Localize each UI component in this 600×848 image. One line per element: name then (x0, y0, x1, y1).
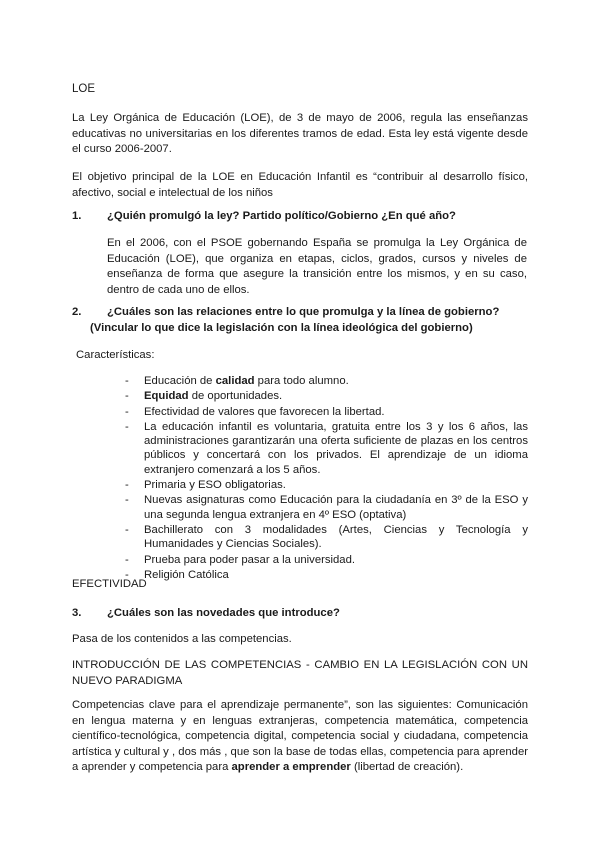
question-2-number: 2. (72, 306, 82, 318)
list-item: - La educación infantil es voluntaria, gratuita entre los 3 y los 6 años, las administraciones garantizarán una oferta suficiente de plazas en los centros públicos y concertará con los privados. El aprendizaje de un idioma extranjero comenzará a los 5 años. (125, 420, 528, 476)
question-2-subtext: (Vincular lo que dice la legislación con la línea ideológica del gobierno) (90, 322, 473, 334)
answer-1: En el 2006, con el PSOE gobernando España se promulga la Ley Orgánica de Educación (LOE), que organiza en etapas, ciclos, grados, cursos y niveles de enseñanza de forma que asegure la transición entre los mismos, y en su caso, dentro de cada uno de ellos. (107, 237, 527, 296)
objective-paragraph: El objetivo principal de la LOE en Educación Infantil es “contribuir al desarrollo físico, afectivo, social e intelectual de los niños (72, 171, 528, 199)
question-3-number: 3. (72, 607, 82, 619)
efectividad-label: EFECTIVIDAD (72, 578, 147, 590)
list-item: - Bachillerato con 3 modalidades (Artes, Ciencias y Tecnología y Humanidades y Ciencias Sociales). (125, 523, 528, 551)
list-item: - Religión Católica (125, 568, 229, 581)
caracteristicas-label: Características: (76, 349, 155, 361)
list-item: - Educación de calidad para todo alumno. (125, 375, 349, 387)
intro-paragraph: La Ley Orgánica de Educación (LOE), de 3 de mayo de 2006, regula las enseñanzas educativas no universitarias en los diferentes tramos de edad. Esta ley está vigente desde el curso 2006-2007. (72, 112, 528, 155)
question-2-text: ¿Cuáles son las relaciones entre lo que promulga y la línea de gobierno? (107, 306, 500, 318)
paradigma-heading: INTRODUCCIÓN DE LAS COMPETENCIAS - CAMBIO EN LA LEGISLACIÓN CON UN NUEVO PARADIGMA (72, 659, 528, 687)
list-item: - Efectividad de valores que favorecen la libertad. (125, 405, 385, 418)
list-item: - Nuevas asignaturas como Educación para la ciudadanía en 3º de la ESO y una segunda lengua extranjera en 4º ESO (optativa) (125, 494, 528, 521)
competencias-paragraph: Pasa de los contenidos a las competencias. (72, 633, 292, 645)
doc-title: LOE (72, 83, 96, 95)
list-item: - Equidad de oportunidades. (125, 390, 283, 403)
competencias-clave-paragraph: Competencias clave para el aprendizaje permanente”, son las siguientes: Comunicación en lengua materna y en lenguas extranjeras, competencia matemática, competencia científico-tecnológica, competencia digital, competencia social y ciudadana, competencia artística y cultural y , dos más , que son la base de todas ellas, competencia para aprender a aprender y competencia para aprender a emprender (libertad de creación). (72, 699, 528, 773)
list-item: - Prueba para poder pasar a la universidad. (125, 553, 356, 566)
question-3-text: ¿Cuáles son las novedades que introduce? (107, 607, 340, 619)
list-item: - Primaria y ESO obligatorias. (125, 479, 286, 492)
question-1-text: ¿Quién promulgó la ley? Partido político/Gobierno ¿En qué año? (107, 210, 456, 222)
question-1-number: 1. (72, 210, 82, 222)
caracteristicas-list (125, 374, 528, 583)
